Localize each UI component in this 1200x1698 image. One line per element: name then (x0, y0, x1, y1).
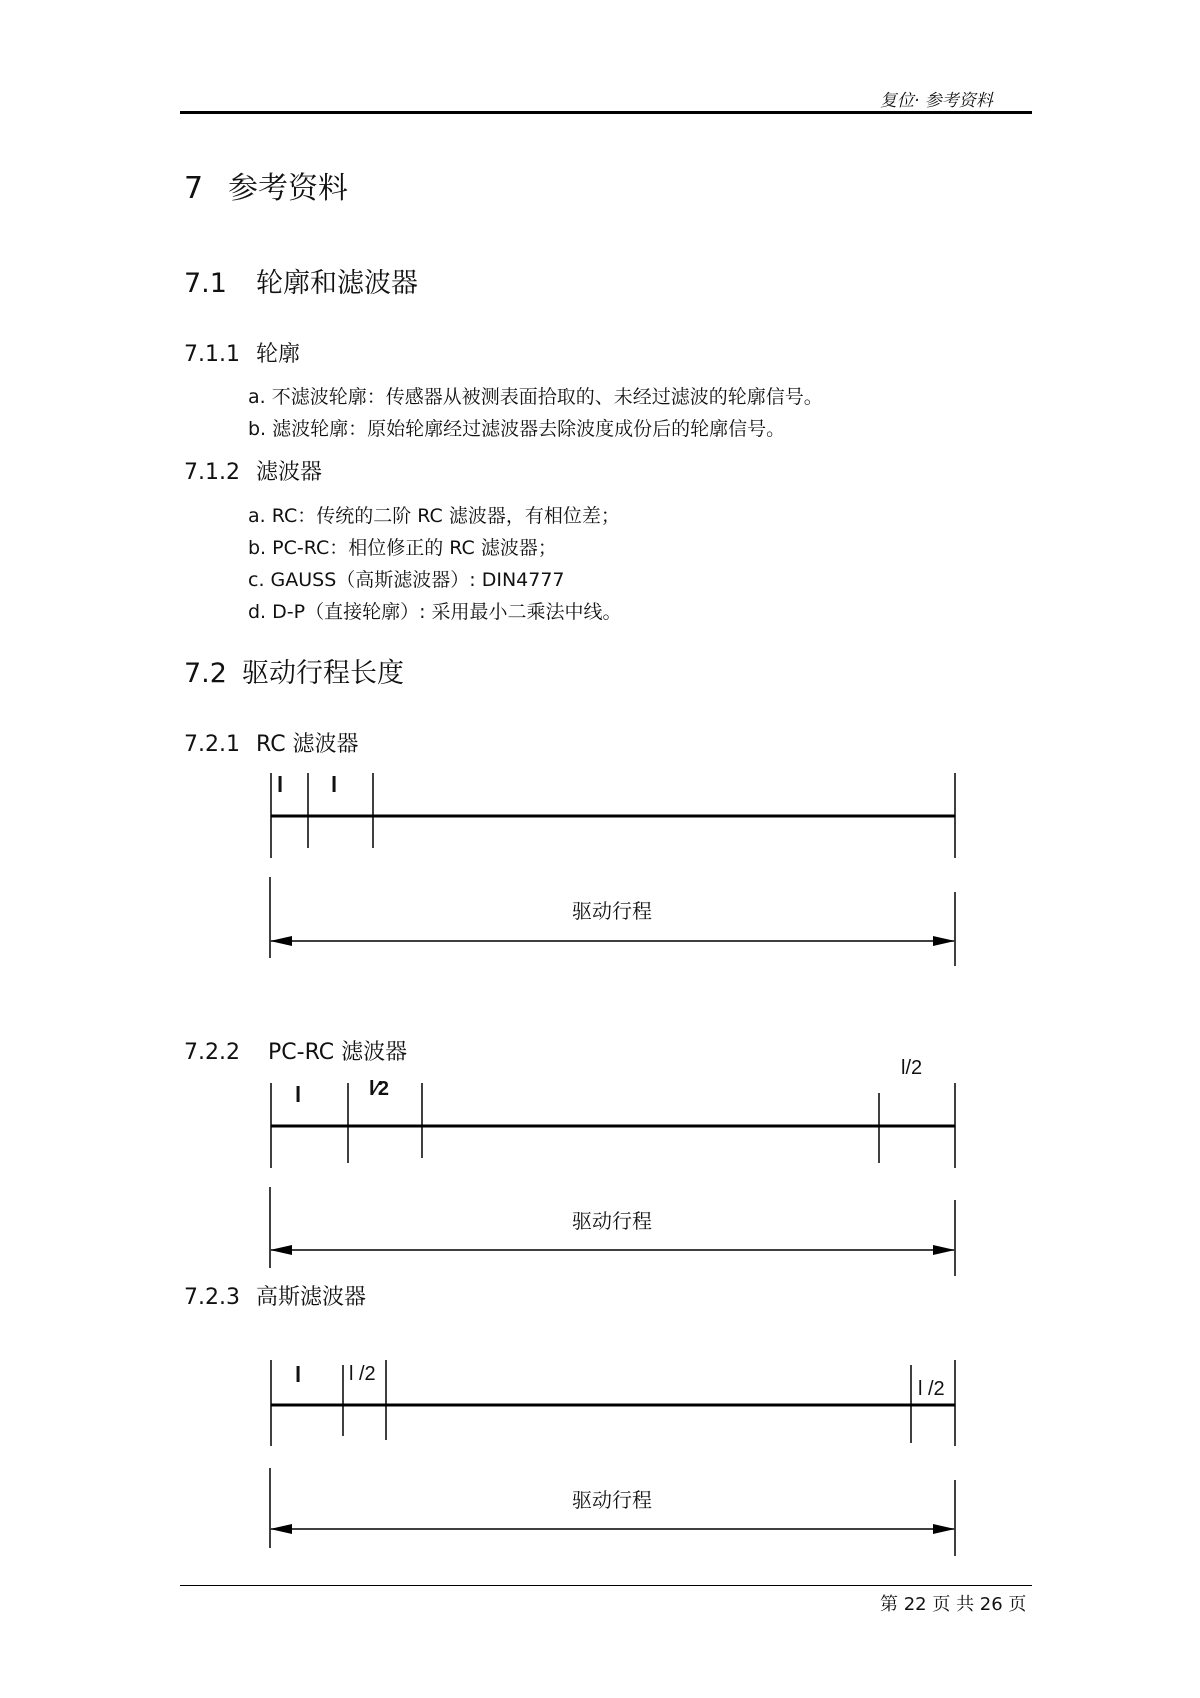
list-item: c. GAUSS（高斯滤波器）: DIN4777 (248, 569, 565, 591)
pc-rc-filter-diagram (270, 1057, 955, 1276)
section-7-2-title: 驱动行程长度 (242, 658, 404, 689)
list-item: a. 不滤波轮廓：传感器从被测表面拾取的、未经过滤波的轮廓信号。 (248, 386, 823, 408)
section-7-1-number: 7.1 (184, 268, 227, 299)
gauss-half-label-right: l /2 (918, 1378, 945, 1400)
list-item: d. D-P（直接轮廓）: 采用最小二乘法中线。 (248, 601, 622, 623)
rc-cutoff-label-2: l (331, 772, 338, 797)
gauss-half-label-left: l /2 (349, 1363, 376, 1385)
list-item: b. 滤波轮廓：原始轮廓经过滤波器去除波度成份后的轮廓信号。 (248, 418, 786, 440)
section-7-1-title: 轮廓和滤波器 (256, 268, 418, 299)
section-7-2-2-title: PC-RC 滤波器 (268, 1040, 408, 1065)
rc-cutoff-label-1: l (277, 772, 284, 797)
pcrc-half-label-left: l⁄2 (369, 1078, 390, 1100)
page-number: 第 22 页 共 26 页 (880, 1594, 1027, 1615)
gauss-filter-diagram (270, 1360, 955, 1556)
section-7-1-1-number: 7.1.1 (184, 342, 240, 367)
chapter-title: 参考资料 (228, 171, 348, 206)
pcrc-half-label-right: l/2 (901, 1057, 923, 1079)
section-7-2-1-title: RC 滤波器 (256, 732, 359, 757)
section-7-2-2-number: 7.2.2 (184, 1040, 240, 1065)
footer-rule (180, 1585, 1032, 1586)
section-7-2-1-number: 7.2.1 (184, 732, 240, 757)
section-7-2-3-number: 7.2.3 (184, 1285, 240, 1310)
rc-filter-diagram (270, 772, 955, 966)
list-item: b. PC-RC：相位修正的 RC 滤波器； (248, 537, 557, 559)
running-header: 复位· 参考资料 (880, 91, 993, 111)
section-7-1-2-number: 7.1.2 (184, 460, 240, 485)
gauss-travel-label: 驱动行程 (572, 1490, 652, 1512)
pcrc-cutoff-label: l (295, 1082, 302, 1107)
section-7-2-number: 7.2 (184, 658, 227, 689)
pcrc-travel-label: 驱动行程 (572, 1211, 652, 1233)
rc-travel-label: 驱动行程 (572, 901, 652, 923)
section-7-1-2-title: 滤波器 (256, 460, 323, 485)
section-7-1-1-title: 轮廓 (256, 342, 301, 367)
chapter-number: 7 (184, 171, 204, 206)
gauss-cutoff-label: l (295, 1362, 302, 1387)
list-item: a. RC：传统的二阶 RC 滤波器，有相位差； (248, 505, 620, 527)
section-7-2-3-title: 高斯滤波器 (256, 1285, 367, 1310)
